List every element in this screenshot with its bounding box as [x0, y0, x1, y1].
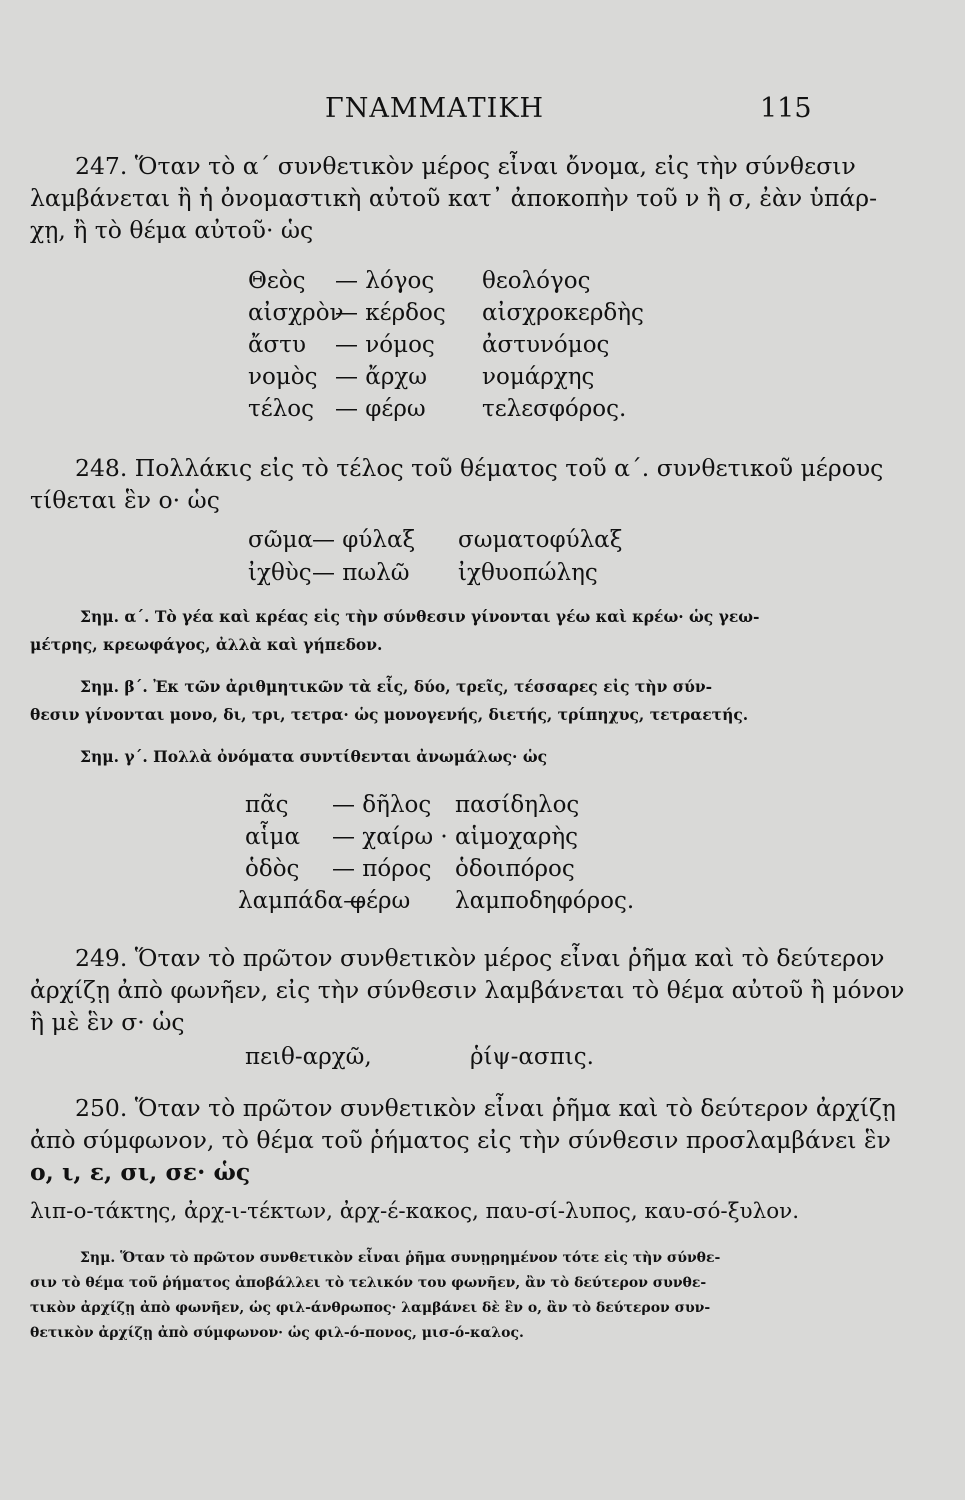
example-word: ἰχθὺς	[248, 560, 312, 586]
example-word: τέλος	[248, 396, 314, 422]
page-number: 115	[760, 93, 812, 124]
note-a-line-2: μέτρης, κρεωφάγος, ἀλλὰ καὶ γήπεδον.	[30, 635, 383, 654]
example-compound: πασίδηλος	[455, 792, 580, 818]
note-c-line-1: Σημ. γ΄. Πολλὰ ὀνόματα συντίθενται ἀνωμάλως· ὡς	[80, 747, 548, 766]
note-b-line-2: θεσιν γίνονται μονο, δι, τρι, τετρα· ὡς μονογενής, διετής, τρίπηχυς, τετραετής.	[30, 705, 749, 724]
example-compound: νομάρχης	[482, 364, 595, 390]
example-word: αἰσχρὸν	[248, 300, 344, 326]
example-word: πᾶς	[245, 792, 289, 818]
section-250-line-1: 250. Ὅταν τὸ πρῶτον συνθετικὸν εἶναι ῥῆμα καὶ τὸ δεύτερον ἀρχίζῃ	[75, 1094, 896, 1122]
note-a-line-1: Σημ. α΄. Τὸ γέα καὶ κρέας εἰς τὴν σύνθεσιν γίνονται γέω καὶ κρέω· ὡς γεω-	[80, 607, 760, 626]
section-250-examples: λιπ-ο-τάκτης, ἀρχ-ι-τέκτων, ἀρχ-έ-κακος, παυ-σί-λυπος, καυ-σό-ξυλον.	[30, 1199, 800, 1224]
example-word: λαμπάδα—	[238, 888, 367, 914]
example-compound: αἱμοχαρὴς	[455, 824, 578, 850]
section-250-line-3: ο, ι, ε, σι, σε· ὡς	[30, 1158, 251, 1186]
example-word: — φέρω	[335, 396, 426, 422]
example-compound: λαμποδηφόρος.	[455, 888, 635, 914]
example-compound: ἀστυνόμος	[482, 332, 610, 358]
example-word: Θεὸς	[248, 268, 306, 294]
section-249-line-2: ἀρχίζῃ ἀπὸ φωνῆεν, εἰς τὴν σύνθεσιν λαμβάνεται τὸ θέμα αὐτοῦ ἢ μόνον	[30, 976, 905, 1004]
footnote-line-3: τικὸν ἀρχίζῃ ἀπὸ φωνῆεν, ὡς φιλ-άνθρωπος· λαμβάνει δὲ ἓν ο, ἂν τὸ δεύτερον συν-	[30, 1300, 711, 1316]
example-compound: θεολόγος	[482, 268, 591, 294]
example-word: σῶμα	[248, 527, 313, 553]
running-header-title: ΓΝΑΜΜΑΤΙΚΗ	[325, 93, 545, 124]
footnote-line-1: Σημ. Ὅταν τὸ πρῶτον συνθετικὸν εἶναι ῥῆμα συνῃρημένον τότε εἰς τὴν σύνθε-	[80, 1250, 721, 1266]
example-word: — χαίρω ·	[332, 824, 448, 850]
example-compound: τελεσφόρος.	[482, 396, 627, 422]
example-word: — ἄρχω	[335, 364, 428, 390]
note-b-line-1: Σημ. β΄. Ἐκ τῶν ἀριθμητικῶν τὰ εἷς, δύο, τρεῖς, τέσσαρες εἰς τὴν σύν-	[80, 677, 713, 696]
example-word: ἄστυ	[248, 332, 306, 358]
section-249-line-1: 249. Ὅταν τὸ πρῶτον συνθετικὸν μέρος εἶναι ῥῆμα καὶ τὸ δεύτερον	[75, 944, 885, 972]
example-compound: σωματοφύλαξ	[458, 527, 623, 553]
example-word: — νόμος	[335, 332, 435, 358]
section-249-example-1: πειθ-αρχῶ,	[245, 1044, 372, 1070]
example-word: αἷμα	[245, 824, 301, 850]
example-word: — φύλαξ	[312, 527, 416, 553]
section-250-line-2: ἀπὸ σύμφωνον, τὸ θέμα τοῦ ῥήματος εἰς τὴν σύνθεσιν προσλαμβάνει ἓν	[30, 1126, 891, 1154]
example-word: νομὸς	[248, 364, 318, 390]
section-249-example-2: ῥίψ-ασπις.	[470, 1044, 594, 1070]
section-249-line-3: ἢ μὲ ἓν σ· ὡς	[30, 1008, 185, 1036]
section-248-line-2: τίθεται ἓν ο· ὡς	[30, 486, 220, 514]
section-248-line-1: 248. Πολλάκις εἰς τὸ τέλος τοῦ θέματος τοῦ α΄. συνθετικοῦ μέρους	[75, 454, 884, 482]
section-247-line-1: 247. Ὅταν τὸ α΄ συνθετικὸν μέρος εἶναι ὄνομα, εἰς τὴν σύνθεσιν	[75, 152, 856, 180]
section-247-line-2: λαμβάνεται ἢ ἡ ὀνομαστικὴ αὐτοῦ κατ᾽ ἀποκοπὴν τοῦ ν ἢ σ, ἐὰν ὑπάρ-	[30, 184, 878, 212]
example-compound: αἰσχροκερδὴς	[482, 300, 644, 326]
footnote-line-2: σιν τὸ θέμα τοῦ ῥήματος ἀποβάλλει τὸ τελικόν του φωνῆεν, ἂν τὸ δεύτερον συνθε-	[30, 1275, 707, 1291]
example-word: — πωλῶ	[312, 560, 410, 586]
section-247-line-3: χῃ, ἢ τὸ θέμα αὐτοῦ· ὡς	[30, 216, 314, 244]
footnote-line-4: θετικὸν ἀρχίζῃ ἀπὸ σύμφωνον· ὡς φιλ-ό-πονος, μισ-ό-καλος.	[30, 1325, 524, 1341]
example-word: ὁδὸς	[245, 856, 300, 882]
example-word: — λόγος	[335, 268, 435, 294]
example-word: — πόρος	[332, 856, 432, 882]
example-word: — δῆλος	[332, 792, 432, 818]
example-word: φέρω	[350, 888, 411, 914]
example-word: — κέρδος	[335, 300, 446, 326]
example-compound: ὁδοιπόρος	[455, 856, 575, 882]
example-compound: ἰχθυοπώλης	[458, 560, 598, 586]
